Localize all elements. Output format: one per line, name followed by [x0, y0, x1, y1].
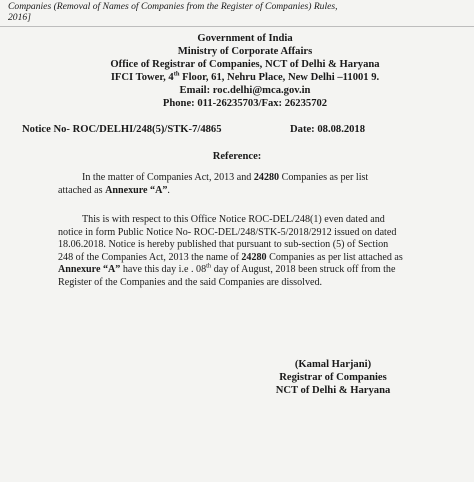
- letterhead-office: Office of Registrar of Companies, NCT of Delhi & Haryana: [110, 59, 380, 70]
- signatory-office: NCT of Delhi & Haryana: [275, 385, 391, 396]
- letterhead-phone: Phone: 011-26235703/Fax: 26235702: [162, 98, 328, 109]
- address-floor-suffix: th: [173, 70, 180, 78]
- reference-heading: Reference:: [212, 151, 262, 162]
- notice-date: Date: 08.08.2018: [290, 124, 366, 135]
- para1-text-3: .: [167, 184, 170, 196]
- signatory-name: (Kamal Harjani): [294, 359, 372, 370]
- notice-number: Notice No- ROC/DELHI/248(5)/STK-7/4865: [22, 124, 222, 135]
- para2-text-1: This is with respect to this Office Notice ROC-DEL/248(1) even dated and notice in form Public Notice No- ROC-DEL/248/STK-5/2018/2912 issued on dated 18.06.2018. Notice is hereby published that pursuant to sub-section (5) of Section 248 of the Companies Act, 2013 the name of: [58, 214, 397, 263]
- previous-page-fragment: [0, 0, 474, 27]
- para1-text-2: Companies as per list attached as: [58, 172, 369, 196]
- top-fragment-line-1: Companies (Removal of Names of Companies from the Register of Companies) Rules,: [8, 1, 338, 12]
- para2-text-3: have this day i.e . 08: [120, 264, 207, 276]
- para2-company-count: 24280: [241, 251, 267, 263]
- address-part-2: Floor, 61, Nehru Place, New Delhi –11001 9.: [179, 72, 380, 83]
- para2-day-suffix: th: [206, 263, 212, 271]
- para1-text-1: In the matter of Companies Act, 2013 and: [82, 172, 254, 183]
- paragraph-matter: [58, 172, 403, 197]
- para1-company-count: 24280: [253, 172, 280, 183]
- para2-text-4: day of August, 2018 been struck off from the Register of the Companies and the said Companies are dissolved.: [58, 264, 396, 288]
- para1-annexure: Annexure “A”: [105, 184, 168, 196]
- letterhead-government: Government of India: [197, 33, 293, 44]
- letterhead-email: Email: roc.delhi@mca.gov.in: [179, 85, 311, 96]
- top-fragment-line-2: 2016]: [8, 12, 31, 23]
- signatory-title: Registrar of Companies: [279, 372, 387, 383]
- signature-block: [248, 358, 418, 397]
- letterhead: [110, 32, 380, 110]
- address-part-1: IFCI Tower, 4: [110, 72, 174, 83]
- letterhead-ministry: Ministry of Corporate Affairs: [177, 46, 313, 57]
- paragraph-notice-body: [58, 214, 403, 290]
- para2-text-2: Companies as per list attached as: [266, 251, 403, 263]
- para2-annexure: Annexure “A”: [58, 264, 121, 276]
- letterhead-address: [110, 71, 380, 84]
